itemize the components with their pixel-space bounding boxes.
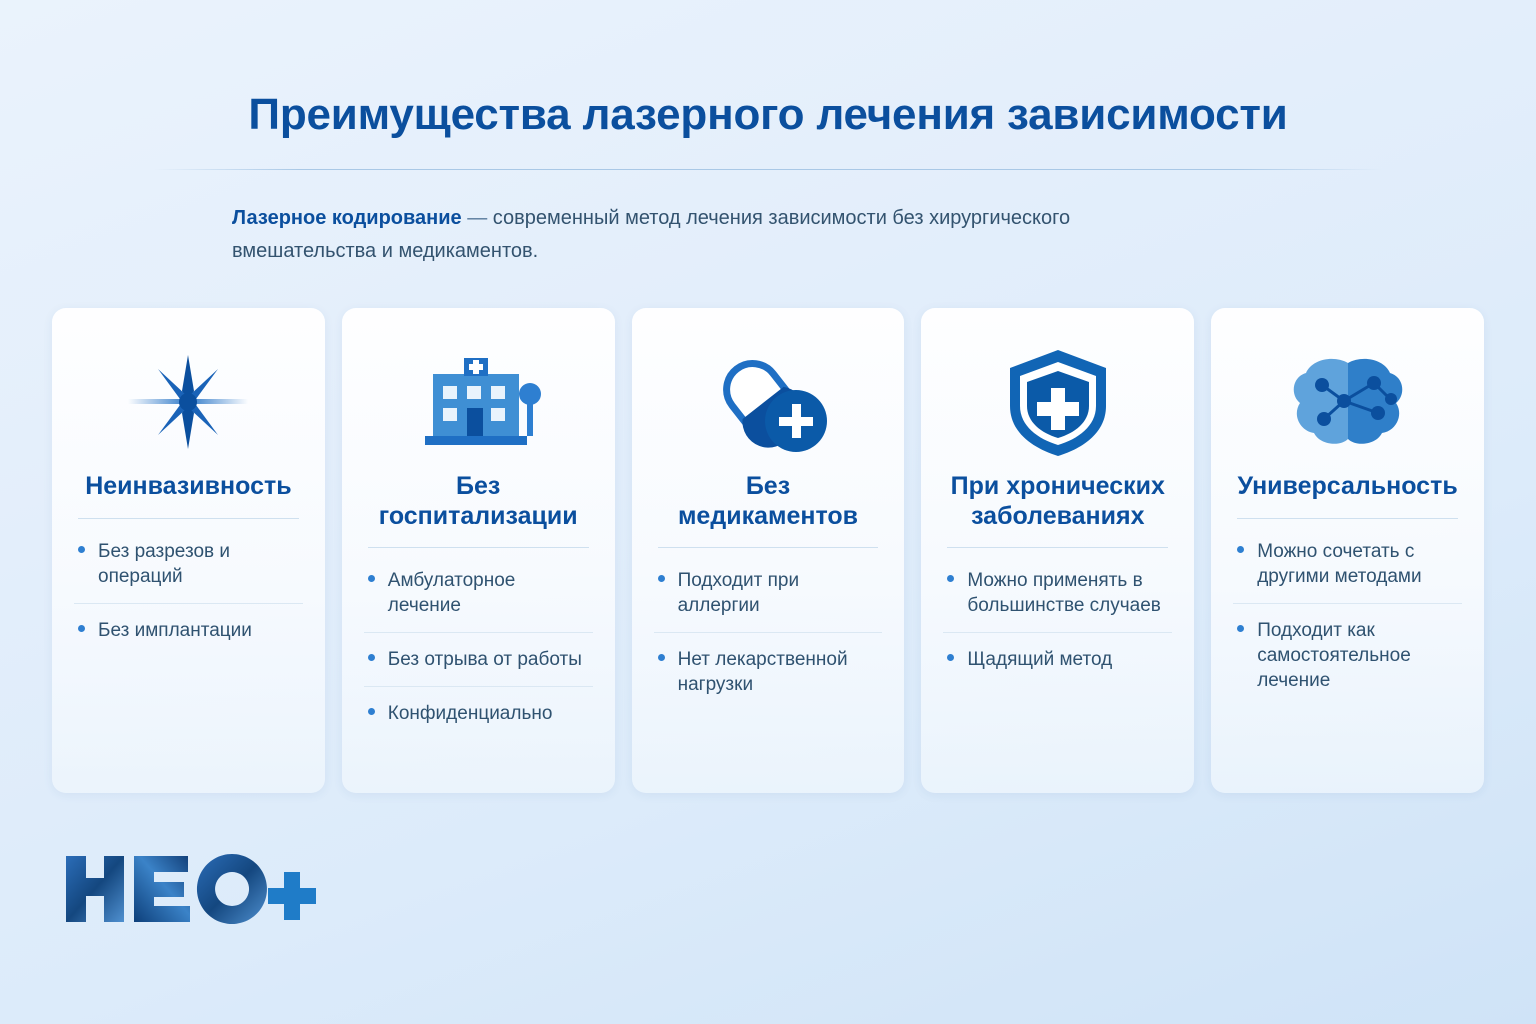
list-item: Без имплантации <box>74 603 303 657</box>
list-item: Амбулаторное лечение <box>364 554 593 632</box>
list-item: Без разрезов и операций <box>74 525 303 603</box>
list-item: Подходит как самостоятельное лечение <box>1233 603 1462 707</box>
list-item: Конфиденциально <box>364 686 593 740</box>
card-bullets <box>364 554 593 740</box>
brain-network-icon <box>1233 338 1462 468</box>
card-divider <box>1237 518 1458 519</box>
laser-burst-icon <box>74 338 303 468</box>
card-divider <box>658 547 879 548</box>
subtitle-rest: современный метод лечения зависимости без хирургического вмешательства и медикаментов. <box>232 207 1071 263</box>
card-bullets <box>74 525 303 657</box>
list-item: Без отрыва от работы <box>364 632 593 686</box>
neo-plus-logo <box>62 850 322 928</box>
card-divider <box>368 547 589 548</box>
card-bullets <box>943 554 1172 686</box>
card-title: При хронических заболеваниях <box>950 472 1165 530</box>
page-title: Преимущества лазерного лечения зависимости <box>248 90 1288 140</box>
pills-medical-icon <box>654 338 883 468</box>
card-bullets <box>1233 525 1462 707</box>
card-title: Без госпитализации <box>378 472 578 530</box>
card-title: Универсальность <box>1237 472 1458 500</box>
list-item: Подходит при аллергии <box>654 554 883 632</box>
card-divider <box>78 518 299 519</box>
subtitle-strong: Лазерное кодирование <box>232 207 462 230</box>
card-divider <box>947 547 1168 548</box>
card-title: Неинвазивность <box>85 472 292 500</box>
shield-cross-icon <box>943 338 1172 468</box>
benefit-card-noninvasive <box>52 308 325 793</box>
list-item: Щадящий метод <box>943 632 1172 686</box>
list-item: Можно сочетать с другими методами <box>1233 525 1462 603</box>
card-bullets <box>654 554 883 711</box>
title-divider <box>154 169 1382 170</box>
benefit-card-no-hospitalization <box>342 308 615 793</box>
card-title: Без медикаментов <box>677 472 859 530</box>
benefit-card-universal <box>1211 308 1484 793</box>
hospital-building-icon <box>364 338 593 468</box>
list-item: Нет лекарственной нагрузки <box>654 632 883 711</box>
page-subtitle <box>232 202 1132 268</box>
subtitle-dash: — <box>461 207 493 230</box>
benefit-cards <box>52 308 1484 793</box>
benefit-card-no-medication <box>632 308 905 793</box>
benefit-card-chronic <box>921 308 1194 793</box>
list-item: Можно применять в большинстве случаев <box>943 554 1172 632</box>
